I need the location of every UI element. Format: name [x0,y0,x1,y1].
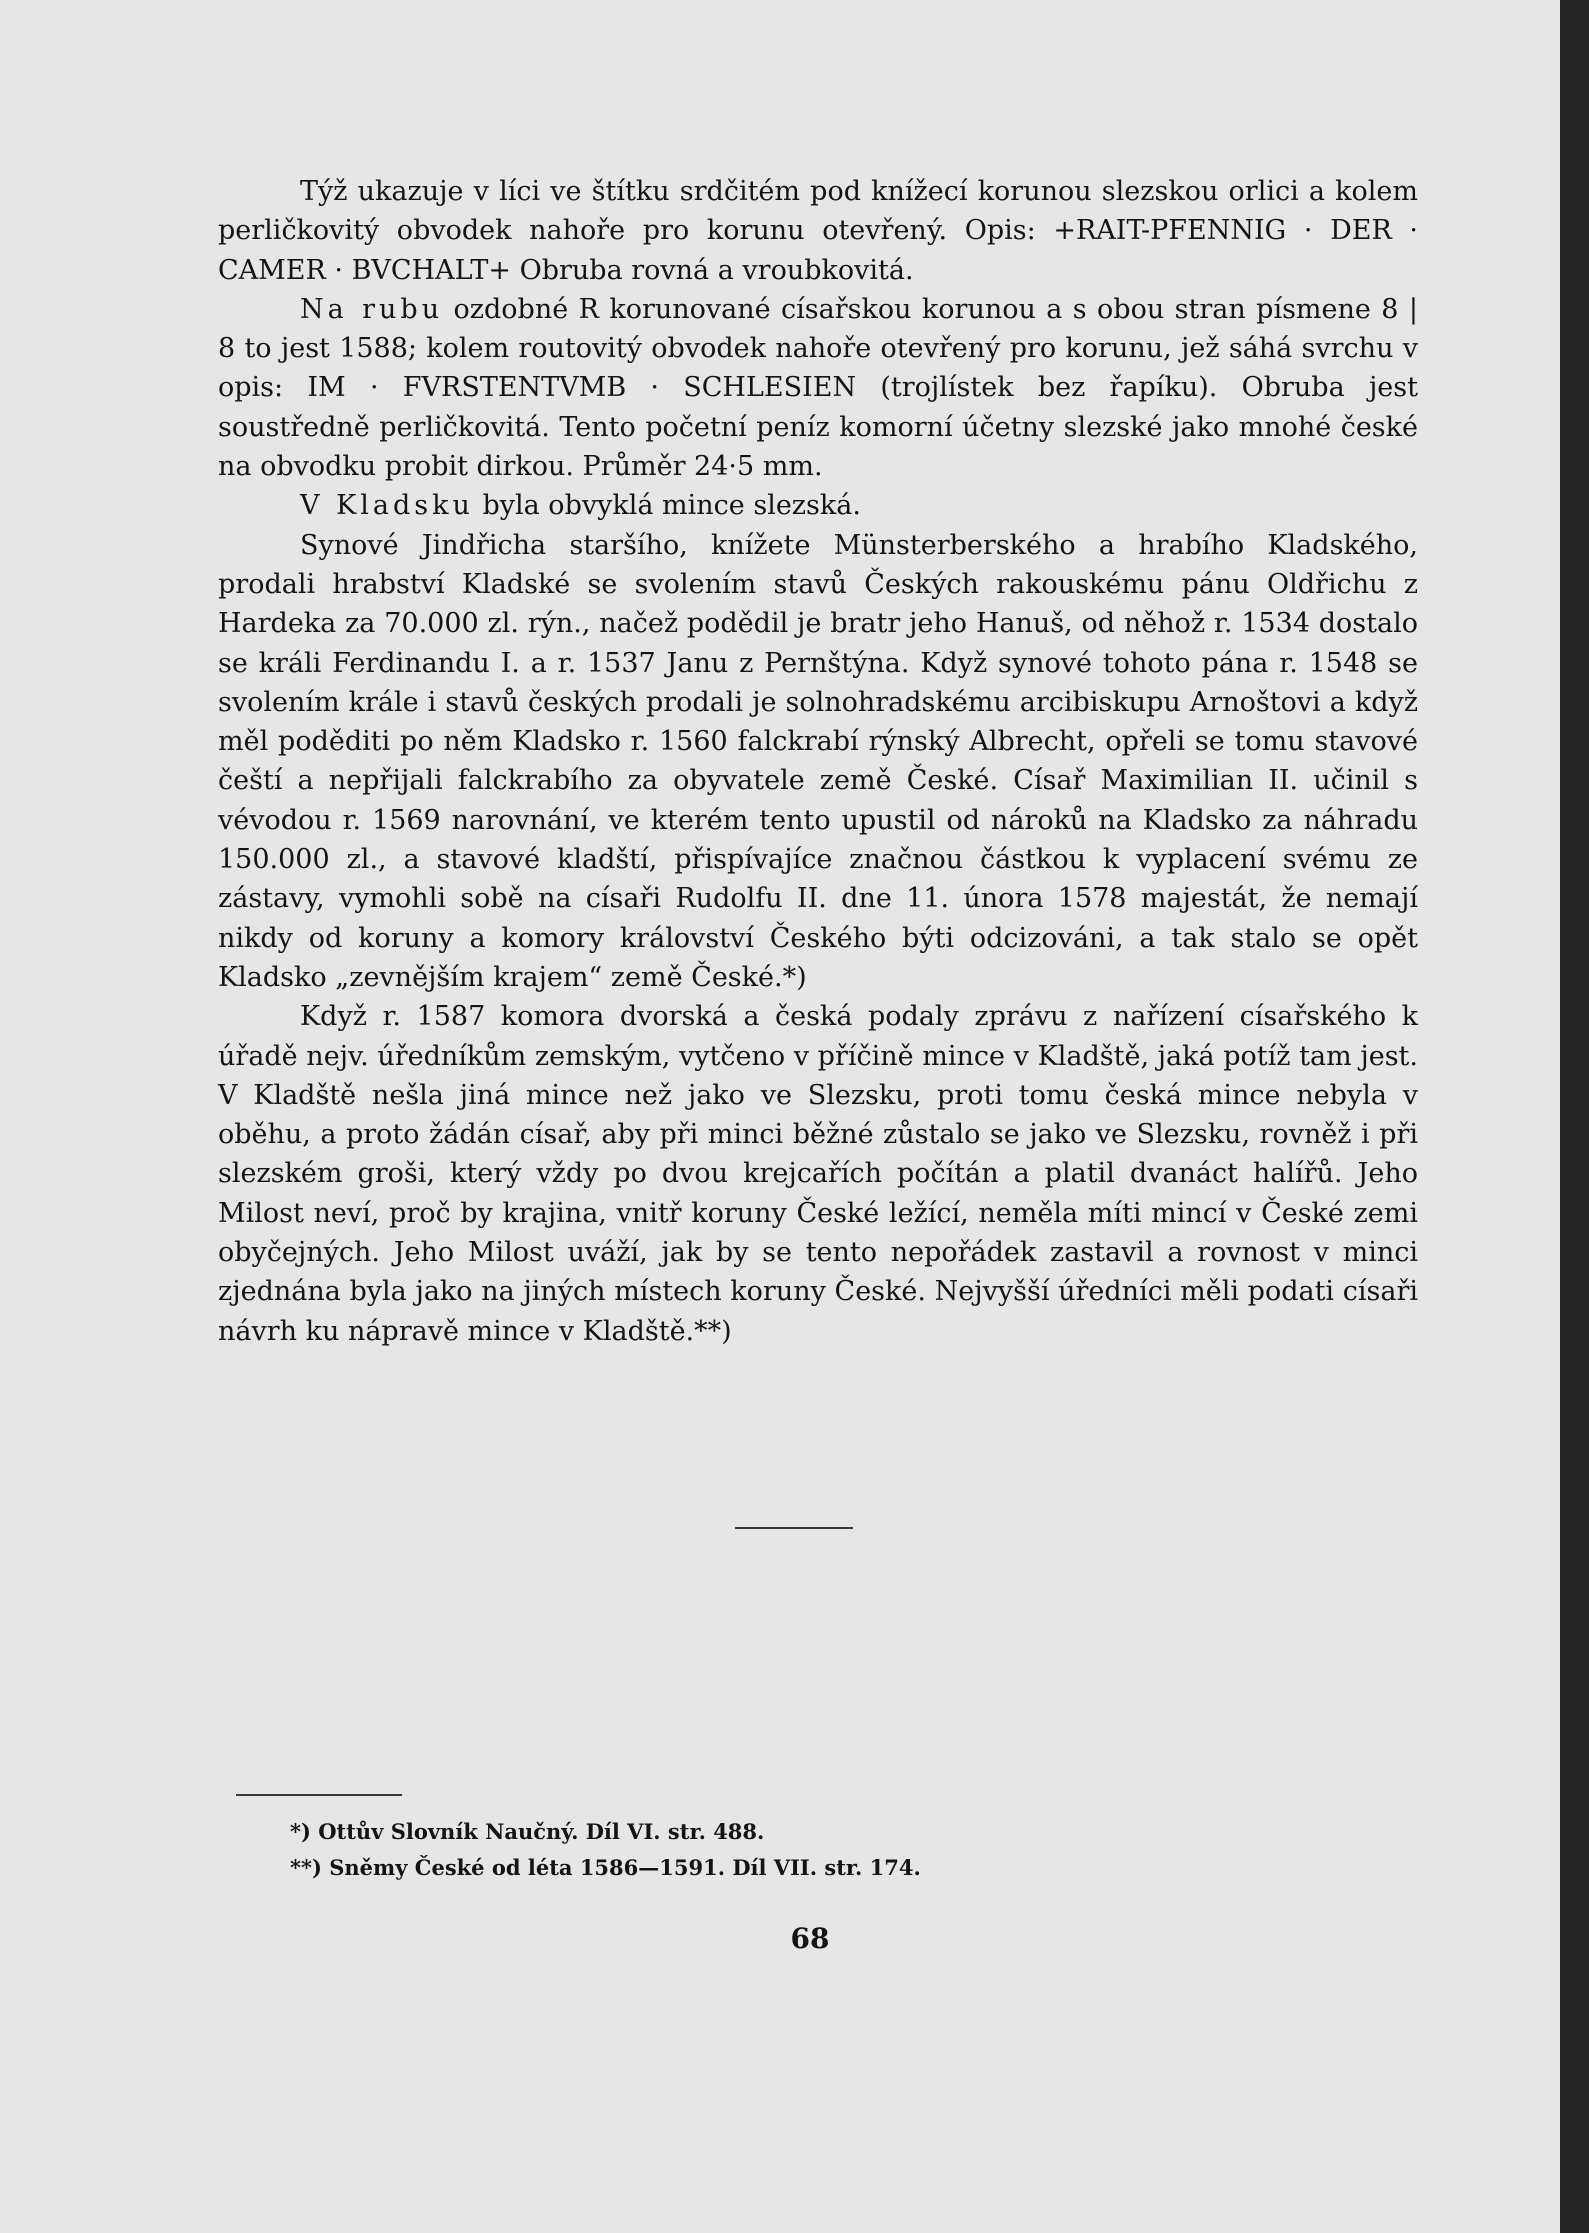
paragraph-5-text: Když r. 1587 komora dvorská a česká podaly zprávu z nařízení císařského k úřadě nejv. úředníkům zemským, vytčeno v příčině mince v Kladště, jaká potíž tam jest. V Kladště nešla jiná mince než jako ve Slezsku, proti tomu česká mince nebyla v oběhu, a proto žádán císař, aby při minci běžné zůstalo se jako ve Slezsku, rovněž i při slezském groši, který vždy po dvou krejcařích počítán a platil dvanáct halířů. Jeho Milost neví, proč by krajina, vnitř koruny České ležící, neměla míti mincí v České zemi obyčejných. Jeho Milost uváží, jak by se tento nepořádek zastavil a rovnost v minci zjednána byla jako na jiných místech koruny České. Nejvyšší úředníci měli podati císaři návrh ku nápravě mince v Kladště.**) [218,1001,1418,1347]
paragraph-2 [218,290,1418,486]
paragraph-1-text: Týž ukazuje v líci ve štítku srdčitém pod knížecí korunou slezskou orlici a kolem perličkovitý obvodek nahoře pro korunu otevřený. Opis: +RAIT-PFENNIG · DER · CAMER · BVCHALT+ Obruba rovná a vroubkovitá. [218,176,1418,286]
paragraph-3-lead: V Kladsku [300,490,474,522]
paragraph-4-text: Synové Jindřicha staršího, knížete Münsterberského a hrabího Kladského, prodali hrabství Kladské se svolením stavů Českých rakouskému pánu Oldřichu z Hardeka za 70.000 zl. rýn., načež podědil je bratr jeho Hanuš, od něhož r. 1534 dostalo se králi Ferdinandu I. a r. 1537 Janu z Pernštýna. Když synové tohoto pána r. 1548 se svolením krále i stavů českých prodali je solnohradskému arcibiskupu Arnoštovi a když měl poděditi po něm Kladsko r. 1560 falckrabí rýnský Albrecht, opřeli se tomu stavové čeští a nepřijali falckrabího za obyvatele země České. Císař Maximilian II. učinil s vévodou r. 1569 narovnání, ve kterém tento upustil od nároků na Kladsko za náhradu 150.000 zl., a stavové kladští, přispívajíce značnou částkou k vyplacení svému ze zástavy, vymohli sobě na císaři Rudolfu II. dne 11. února 1578 majestát, že nemají nikdy od koruny a komory království Českého býti odcizováni, a tak stalo se opět Kladsko „zevnějším krajem“ země České.*) [218,529,1418,993]
section-divider [735,1527,853,1529]
body-text [218,172,1418,1351]
footnote-2: **) Sněmy České od léta 1586—1591. Díl VII. str. 174. [290,1855,921,1880]
scan-border [1560,0,1589,2233]
paragraph-3-text: byla obvyklá mince slezská. [473,490,861,522]
paragraph-3 [218,486,1418,525]
paragraph-5 [218,997,1418,1351]
page-number: 68 [790,1922,830,1955]
footnote-1: *) Ottův Slovník Naučný. Díl VI. str. 488. [290,1819,765,1844]
paragraph-2-text: ozdobné R korunované císařskou korunou a s obou stran písmene 8 | 8 to jest 1588; kolem routovitý obvodek nahoře otevřený pro korunu, jež sáhá svrchu v opis: IM · FVRSTENTVMB · SCHLESIEN (trojlístek bez řapíku). Obruba jest soustředně perličkovitá. Tento početní peníz komorní účetny slezské jako mnohé české na obvodku probit dirkou. Průměr 24·5 mm. [218,293,1418,483]
paragraph-1 [218,172,1418,290]
paragraph-4 [218,526,1418,998]
paragraph-2-lead: Na rubu [300,293,444,325]
footnotes [290,1814,1190,1886]
footnote-rule [236,1794,402,1796]
